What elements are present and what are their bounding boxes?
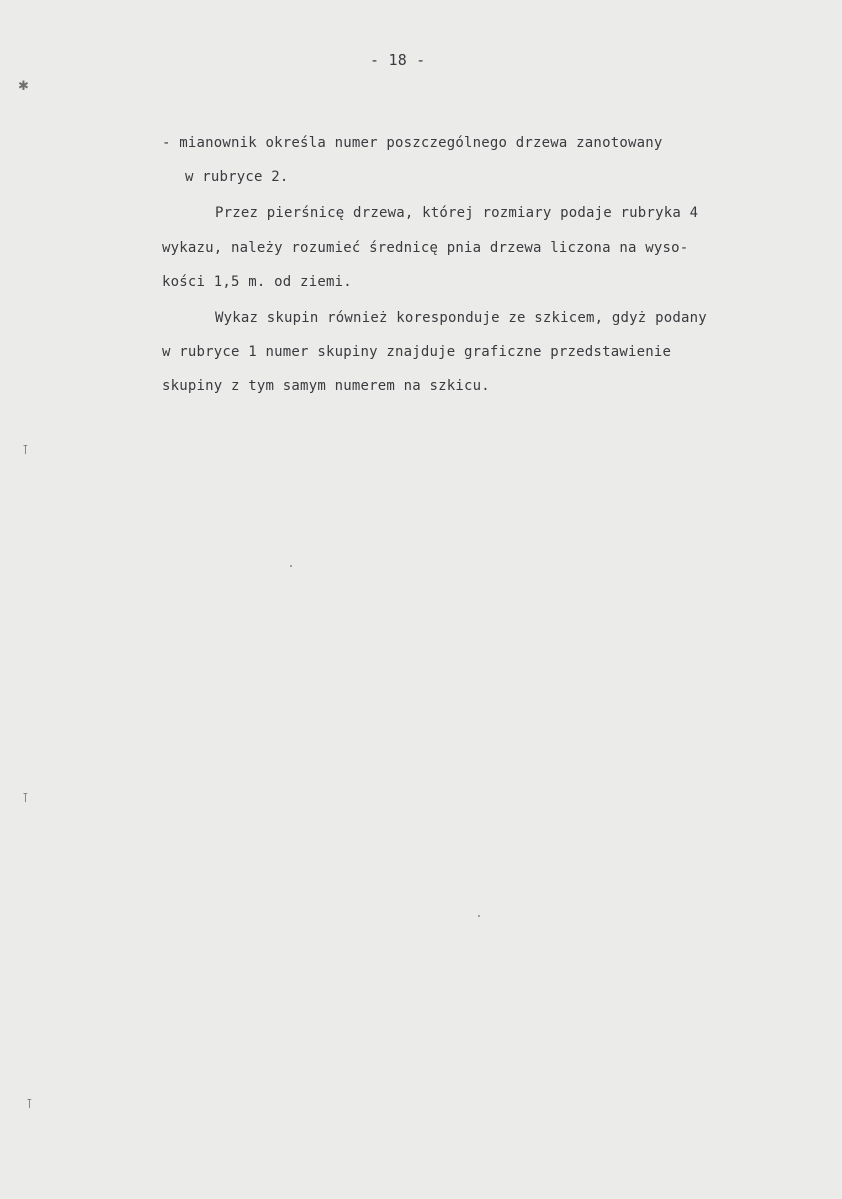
punch-mark-icon: ⊺ (22, 791, 29, 806)
text-line: wykazu, należy rozumieć średnicę pnia drzewa liczona na wyso- (162, 240, 689, 256)
paper-speck (290, 565, 292, 567)
text-line: Przez pierśnicę drzewa, której rozmiary podaje rubryka 4 (215, 205, 699, 221)
paper-speck (478, 915, 480, 917)
text-line: Wykaz skupin również koresponduje ze szkicem, gdyż podany (215, 310, 707, 326)
text-line: skupiny z tym samym numerem na szkicu. (162, 378, 490, 394)
text-line: w rubryce 2. (185, 169, 289, 185)
punch-mark-icon: ✱ (18, 79, 29, 94)
page-number: - 18 - (370, 51, 426, 69)
text-line: kości 1,5 m. od ziemi. (162, 274, 352, 290)
punch-mark-icon: ⊺ (26, 1097, 33, 1112)
text-line: w rubryce 1 numer skupiny znajduje graficzne przedstawienie (162, 344, 672, 360)
punch-mark-icon: ⊺ (22, 443, 29, 458)
text-line: - mianownik określa numer poszczególnego drzewa zanotowany (162, 135, 663, 151)
